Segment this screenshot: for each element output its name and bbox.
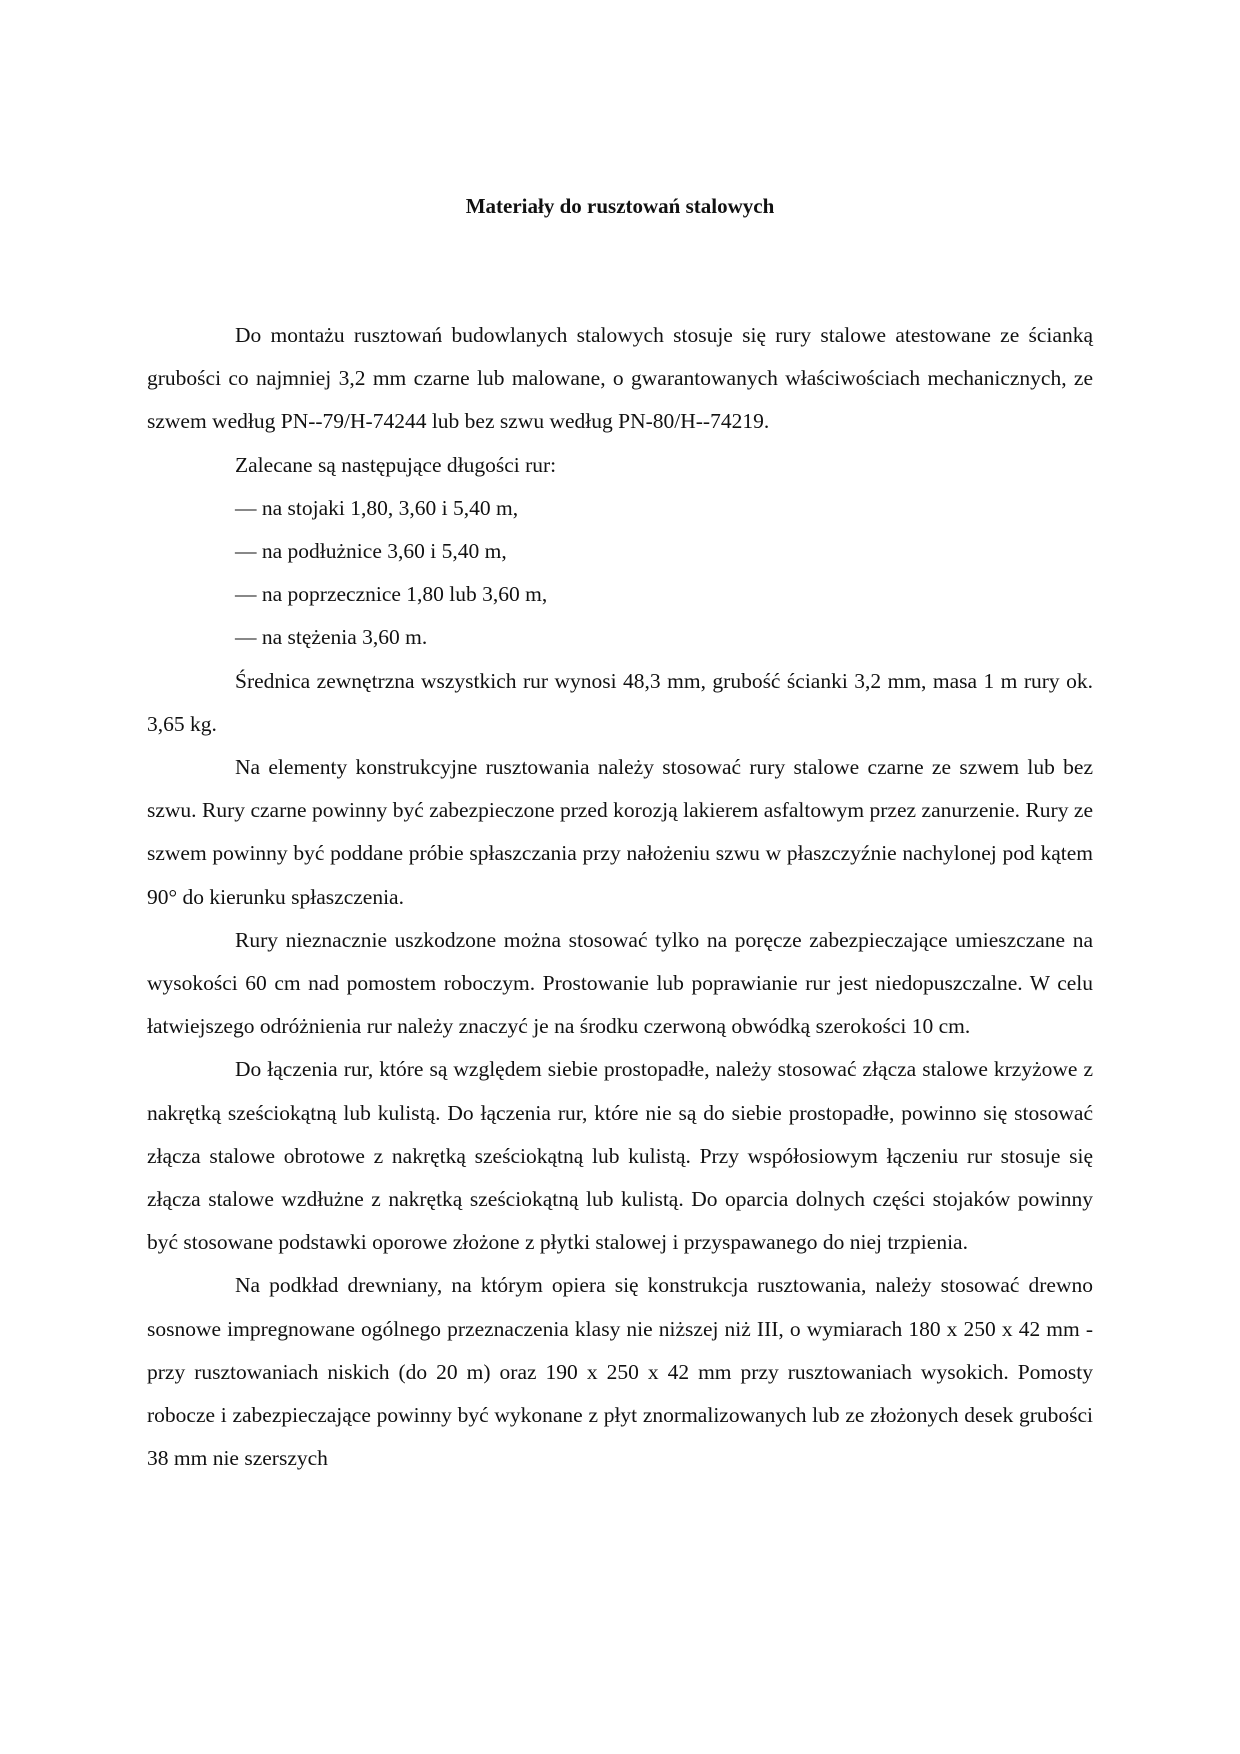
list-item: — na podłużnice 3,60 i 5,40 m, (235, 539, 507, 564)
document-page (147, 0, 1093, 1754)
list-item: — na poprzecznice 1,80 lub 3,60 m, (235, 582, 548, 607)
list-item: — na stojaki 1,80, 3,60 i 5,40 m, (235, 495, 519, 520)
paragraph: Na elementy konstrukcyjne rusztowania należy stosować rury stalowe czarne ze szwem lub bez szwu. Rury czarne powinny być zabezpieczone przed korozją lakierem asfaltowym przez zanurzenie. Rury ze szwem powinny być poddane próbie spłaszczania przy nałożeniu szwu w płaszczyźnie nachylonej pod kątem 90° do kierunku spłaszczenia. (147, 755, 1093, 909)
paragraph: Do montażu rusztowań budowlanych stalowych stosuje się rury stalowe atestowane ze ścianką grubości co najmniej 3,2 mm czarne lub malowane, o gwarantowanych właściwościach mechanicznych, ze szwem według PN--79/H-74244 lub bez szwu według PN-80/H--74219. (147, 323, 1093, 434)
paragraph: Na podkład drewniany, na którym opiera się konstrukcja rusztowania, należy stosować drewno sosnowe impregnowane ogólnego przeznaczenia klasy nie niższej niż III, o wymiarach 180 x 250 x 42 mm - przy rusztowaniach niskich (do 20 m) oraz 190 x 250 x 42 mm przy rusztowaniach wysokich. Pomosty robocze i zabezpieczające powinny być wykonane z płyt znormalizowanych lub ze złożonych desek grubości 38 mm nie szerszych (147, 1273, 1093, 1471)
document-body (147, 314, 1093, 1480)
paragraph: Średnica zewnętrzna wszystkich rur wynosi 48,3 mm, grubość ścianki 3,2 mm, masa 1 m rury ok. 3,65 kg. (147, 668, 1093, 736)
list-item: — na stężenia 3,60 m. (235, 625, 428, 650)
document-title: Materiały do rusztowań stalowych (465, 194, 775, 218)
paragraph: Rury nieznacznie uszkodzone można stosować tylko na poręcze zabezpieczające umieszczane na wysokości 60 cm nad pomostem roboczym. Prostowanie lub poprawianie rur jest niedopuszczalne. W celu łatwiejszego odróżnienia rur należy znaczyć je na środku czerwoną obwódką szerokości 10 cm. (147, 927, 1093, 1039)
paragraph: Do łączenia rur, które są względem siebie prostopadłe, należy stosować złącza stalowe krzyżowe z nakrętką sześciokątną lub kulistą. Do łączenia rur, które nie są do siebie prostopadłe, powinno się stosować złącza stalowe obrotowe z nakrętką sześciokątną lub kulistą. Przy współosiowym łączeniu rur stosuje się złącza stalowe wzdłużne z nakrętką sześciokątną lub kulistą. Do oparcia dolnych części stojaków powinny być stosowane podstawki oporowe złożone z płytki stalowej i przyspawanego do niej trzpienia. (147, 1057, 1093, 1255)
paragraph: Zalecane są następujące długości rur: (235, 452, 557, 477)
